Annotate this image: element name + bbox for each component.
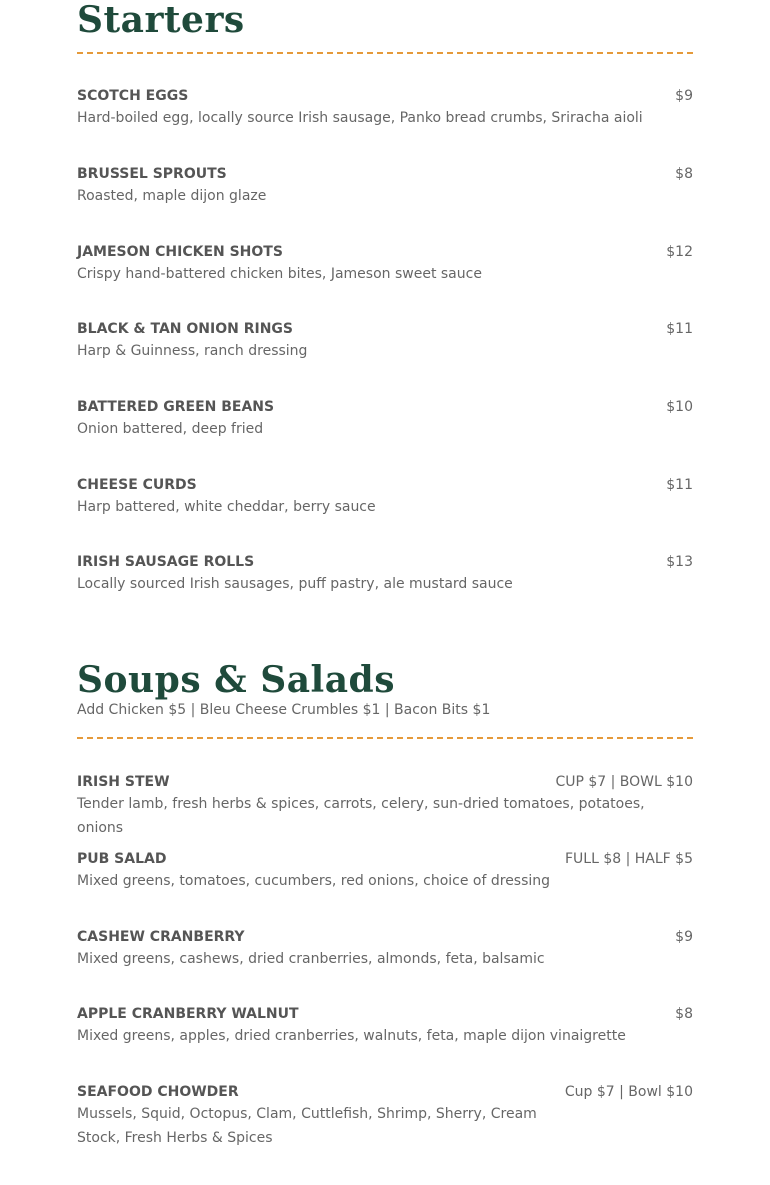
item-name: CHEESE CURDS bbox=[77, 477, 197, 493]
item-price: CUP $7 | BOWL $10 bbox=[555, 774, 693, 790]
menu-item-seafood-chowder bbox=[77, 1082, 693, 1150]
item-price: $10 bbox=[666, 399, 693, 415]
item-description: Roasted, maple dijon glaze bbox=[77, 188, 267, 204]
menu-item-brussel-sprouts bbox=[77, 164, 693, 208]
item-price: Cup $7 | Bowl $10 bbox=[564, 1084, 693, 1100]
menu-item-sausage-rolls bbox=[77, 552, 693, 596]
item-description: Onion battered, deep fried bbox=[77, 421, 264, 437]
menu-item-apple-cranberry-walnut bbox=[77, 1004, 693, 1048]
menu-item-pub-salad bbox=[77, 849, 693, 893]
item-description: Tender lamb, fresh herbs & spices, carrots, celery, sun-dried tomatoes, potatoes, onions bbox=[77, 796, 645, 836]
starters-divider bbox=[77, 52, 693, 54]
item-name: BLACK & TAN ONION RINGS bbox=[77, 321, 293, 337]
item-price: $9 bbox=[675, 88, 693, 104]
item-price: $8 bbox=[675, 166, 693, 182]
item-price: FULL $8 | HALF $5 bbox=[564, 851, 693, 867]
menu-item-irish-stew bbox=[77, 772, 693, 840]
item-price: $12 bbox=[666, 244, 693, 260]
menu-item-onion-rings bbox=[77, 319, 693, 363]
soups-salads-addons-note: Add Chicken $5 | Bleu Cheese Crumbles $1 | Bacon Bits $1 bbox=[77, 702, 491, 718]
item-description: Mixed greens, apples, dried cranberries, walnuts, feta, maple dijon vinaigrette bbox=[77, 1028, 626, 1044]
item-name: IRISH STEW bbox=[77, 774, 170, 790]
menu-item-cashew-cranberry bbox=[77, 927, 693, 971]
item-name: JAMESON CHICKEN SHOTS bbox=[77, 244, 283, 260]
item-description: Crispy hand-battered chicken bites, Jameson sweet sauce bbox=[77, 266, 482, 282]
item-description: Locally sourced Irish sausages, puff pastry, ale mustard sauce bbox=[77, 576, 513, 592]
soups-salads-title: Soups & Salads bbox=[77, 659, 395, 701]
menu-item-jameson-chicken-shots bbox=[77, 242, 693, 286]
item-price: $11 bbox=[666, 477, 693, 493]
item-name: SCOTCH EGGS bbox=[77, 88, 189, 104]
soups-salads-divider bbox=[77, 737, 693, 739]
item-name: IRISH SAUSAGE ROLLS bbox=[77, 554, 255, 570]
item-description: Mixed greens, tomatoes, cucumbers, red onions, choice of dressing bbox=[77, 873, 551, 889]
item-name: PUB SALAD bbox=[77, 851, 167, 867]
item-price: $11 bbox=[666, 321, 693, 337]
item-description: Hard-boiled egg, locally source Irish sausage, Panko bread crumbs, Sriracha aioli bbox=[77, 110, 643, 126]
item-name: BATTERED GREEN BEANS bbox=[77, 399, 275, 415]
item-name: BRUSSEL SPROUTS bbox=[77, 166, 227, 182]
item-price: $8 bbox=[675, 1006, 693, 1022]
item-name: APPLE CRANBERRY WALNUT bbox=[77, 1006, 299, 1022]
menu-item-scotch-eggs bbox=[77, 86, 693, 130]
item-name: CASHEW CRANBERRY bbox=[77, 929, 245, 945]
item-name: SEAFOOD CHOWDER bbox=[77, 1084, 239, 1100]
starters-title: Starters bbox=[77, 0, 245, 41]
item-description: Harp battered, white cheddar, berry sauce bbox=[77, 499, 376, 515]
item-description: Mixed greens, cashews, dried cranberries, almonds, feta, balsamic bbox=[77, 951, 545, 967]
item-description: Harp & Guinness, ranch dressing bbox=[77, 343, 308, 359]
item-price: $9 bbox=[675, 929, 693, 945]
menu-item-green-beans bbox=[77, 397, 693, 441]
item-price: $13 bbox=[666, 554, 693, 570]
item-description: Mussels, Squid, Octopus, Clam, Cuttlefish, Shrimp, Sherry, Cream Stock, Fresh Herbs & Spices bbox=[77, 1106, 537, 1146]
menu-item-cheese-curds bbox=[77, 475, 693, 519]
